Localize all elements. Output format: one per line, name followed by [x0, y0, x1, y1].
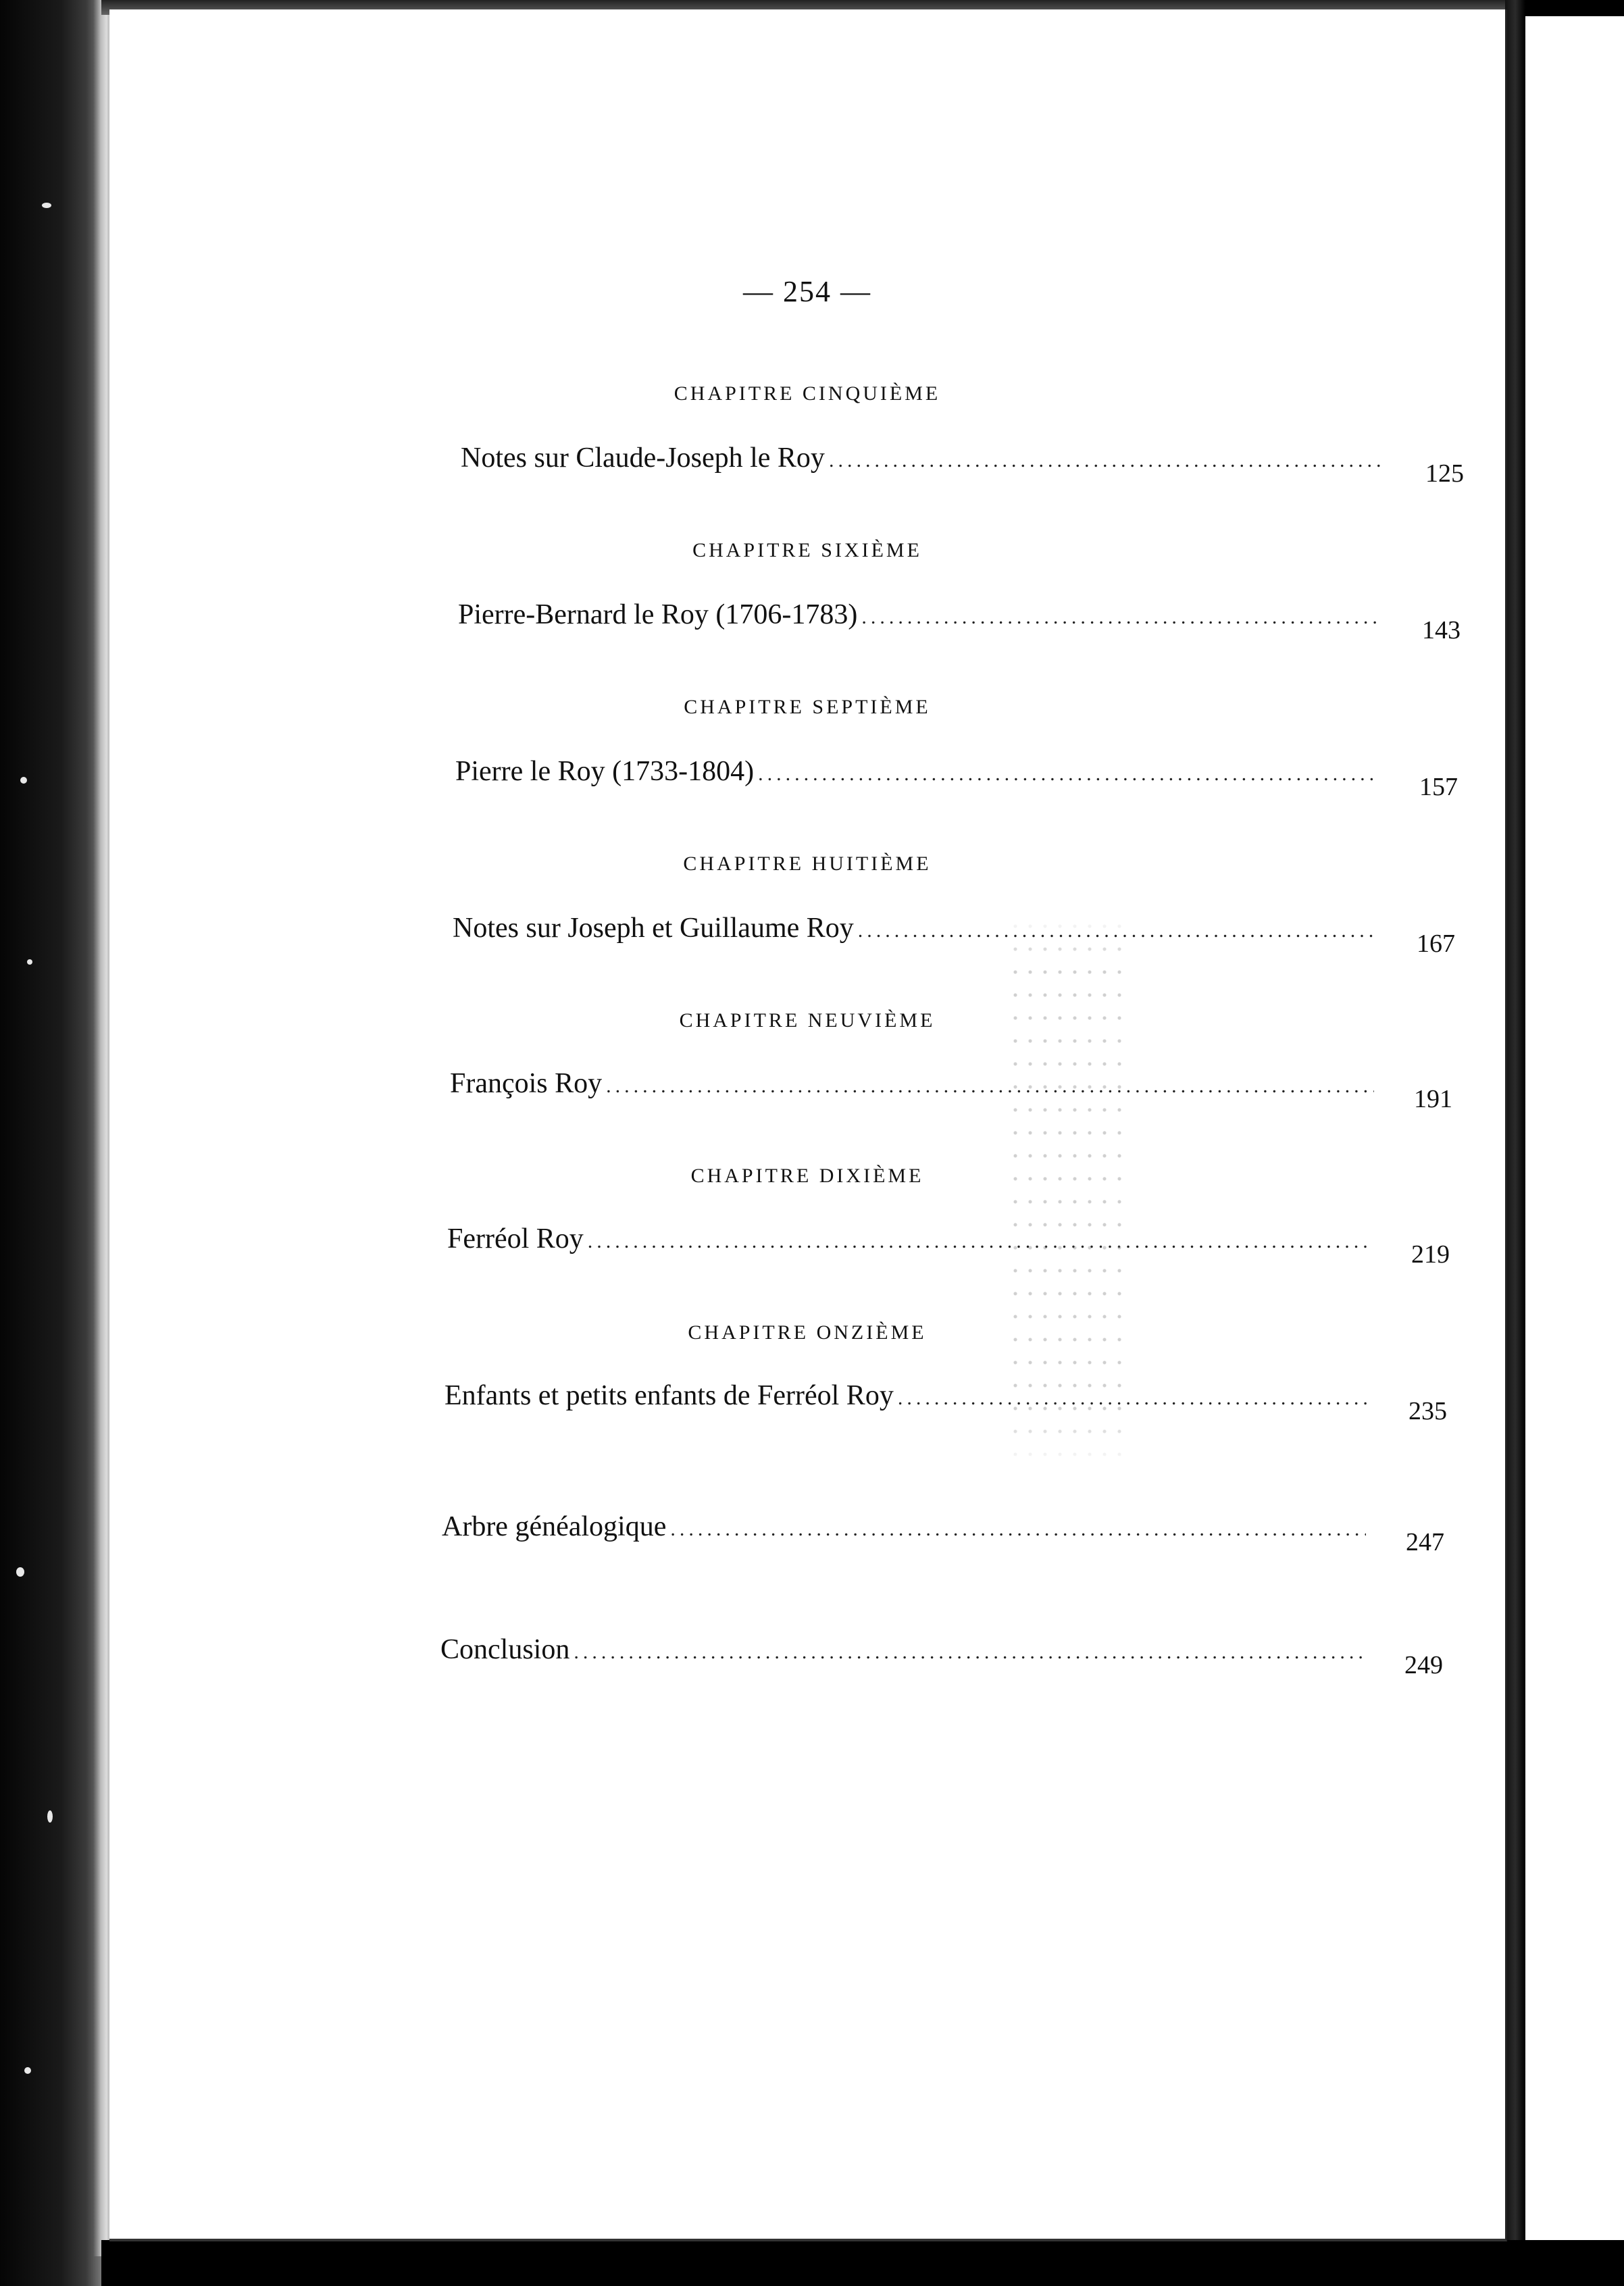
dot-leader	[588, 1230, 1371, 1253]
toc-entry	[450, 1067, 1452, 1113]
scan-speck	[27, 959, 32, 965]
scan-left-margin	[0, 0, 101, 2286]
toc-entry-title: Arbre généalogique	[442, 1511, 667, 1542]
perforated-library-stamp	[1008, 915, 1123, 1469]
toc-entry	[447, 1223, 1450, 1269]
toc-entry-title: Notes sur Claude-Joseph le Roy	[461, 442, 825, 474]
toc-entry	[453, 912, 1455, 958]
toc-entry-page: 249	[1404, 1651, 1443, 1679]
toc-entry	[445, 1379, 1447, 1425]
dot-leader	[758, 763, 1379, 786]
dot-leader	[898, 1387, 1369, 1410]
toc-entry-title: Pierre le Roy (1733-1804)	[455, 756, 755, 787]
dot-leader	[829, 449, 1386, 472]
chapter-heading: CHAPITRE CINQUIÈME	[674, 382, 941, 405]
toc-entry-title: Pierre-Bernard le Roy (1706-1783)	[458, 599, 858, 630]
toc-entry-page: 191	[1414, 1085, 1452, 1113]
toc-entry-page: 167	[1417, 930, 1455, 958]
book-page	[109, 9, 1507, 2241]
scan-bottom-edge	[101, 2240, 1624, 2286]
chapter-heading: CHAPITRE NEUVIÈME	[679, 1009, 936, 1032]
scan-speck	[20, 777, 27, 784]
toc-entry	[442, 1510, 1444, 1556]
toc-entry	[458, 599, 1461, 644]
toc-entry-title: Enfants et petits enfants de Ferréol Roy	[445, 1380, 894, 1411]
scan-speck	[24, 2067, 31, 2074]
scan-speck	[42, 203, 51, 208]
chapter-heading: CHAPITRE HUITIÈME	[683, 853, 932, 875]
toc-entry-title: Conclusion	[440, 1634, 570, 1665]
toc-entry-page: 219	[1411, 1240, 1450, 1269]
chapter-heading: CHAPITRE ONZIÈME	[688, 1321, 927, 1344]
page-number: — 254 —	[743, 275, 871, 308]
scan-speck	[47, 1810, 53, 1823]
book-gutter	[1505, 0, 1525, 2286]
chapter-heading: CHAPITRE DIXIÈME	[690, 1165, 924, 1187]
toc-entry-title: Ferréol Roy	[447, 1223, 584, 1254]
dot-leader	[606, 1075, 1374, 1098]
toc-entry-page: 157	[1419, 773, 1458, 801]
toc-entry-page: 247	[1406, 1528, 1444, 1556]
toc-entry-title: François Roy	[450, 1068, 603, 1099]
scan-speck	[16, 1567, 24, 1577]
toc-entry-page: 125	[1425, 459, 1464, 488]
chapter-heading: CHAPITRE SIXIÈME	[692, 539, 922, 561]
toc-entry-page: 143	[1422, 616, 1461, 644]
toc-entry-page: 235	[1409, 1397, 1447, 1425]
chapter-heading: CHAPITRE SEPTIÈME	[684, 696, 931, 718]
table-of-contents	[109, 9, 1505, 2239]
facing-page-edge	[1525, 16, 1624, 2245]
dot-leader	[670, 1518, 1366, 1541]
dot-leader	[861, 606, 1382, 629]
toc-entry	[440, 1633, 1443, 1679]
toc-entry-title: Notes sur Joseph et Guillaume Roy	[453, 913, 854, 944]
dot-leader	[574, 1641, 1365, 1664]
toc-entry	[461, 442, 1464, 488]
toc-entry	[455, 755, 1458, 801]
